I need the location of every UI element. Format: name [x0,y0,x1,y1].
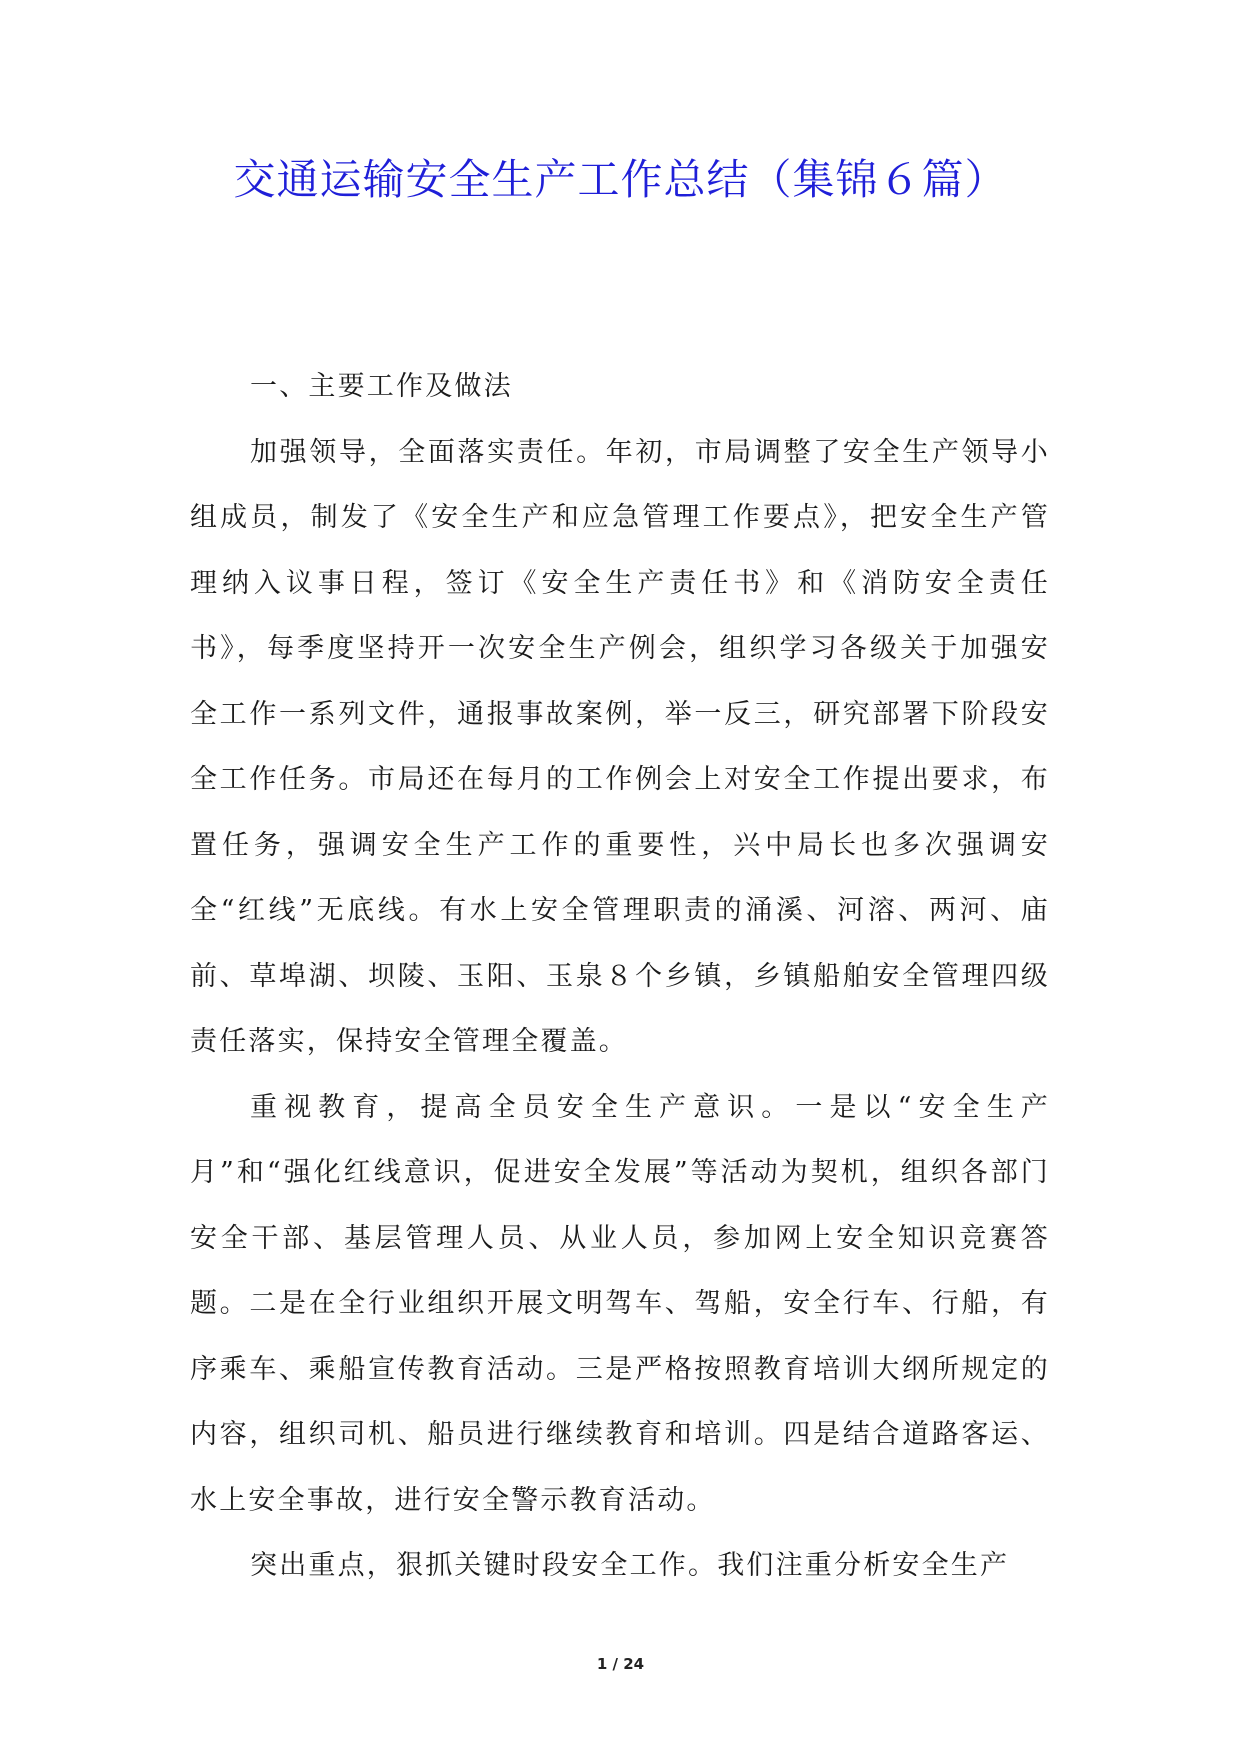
document-title: 交通运输安全生产工作总结（集锦６篇） [233,155,1008,204]
body-paragraph: 突出重点，狠抓关键时段安全工作。我们注重分析安全生产 [250,1550,1010,1581]
body-paragraph: 加强领导，全面落实责任。年初，市局调整了安全生产领导小组成员，制发了《安全生产和应急管理工作要点》，把安全生产管理纳入议事日程，签订《安全生产责任书》和《消防安全责任书》，每季度坚持开一次安全生产例会，组织学习各级关于加强安全工作一系列文件，通报事故案例，举一反三，研究部署下阶段安全工作任务。市局还在每月的工作例会上对安全工作提出要求，布置任务，强调安全生产工作的重要性，兴中局长也多次强调安全“红线”无底线。有水上安全管理职责的涌溪、河溶、两河、庙前、草埠湖、坝陵、玉阳、玉泉８个乡镇，乡镇船舶安全管理四级责任落实，保持安全管理全覆盖。 [190,436,1050,1057]
document-body [190,354,1050,1599]
section-heading: 一、主要工作及做法 [250,371,513,402]
body-paragraph: 重视教育，提高全员安全生产意识。一是以“安全生产月”和“强化红线意识，促进安全发展”等活动为契机，组织各部门安全干部、基层管理人员、从业人员，参加网上安全知识竞赛答题。二是在全行业组织开展文明驾车、驾船，安全行车、行船，有序乘车、乘船宣传教育活动。三是严格按照教育培训大纲所规定的内容，组织司机、船员进行继续教育和培训。四是结合道路客运、水上安全事故，进行安全警示教育活动。 [190,1091,1050,1516]
page-number: 1 / 24 [596,1655,645,1673]
